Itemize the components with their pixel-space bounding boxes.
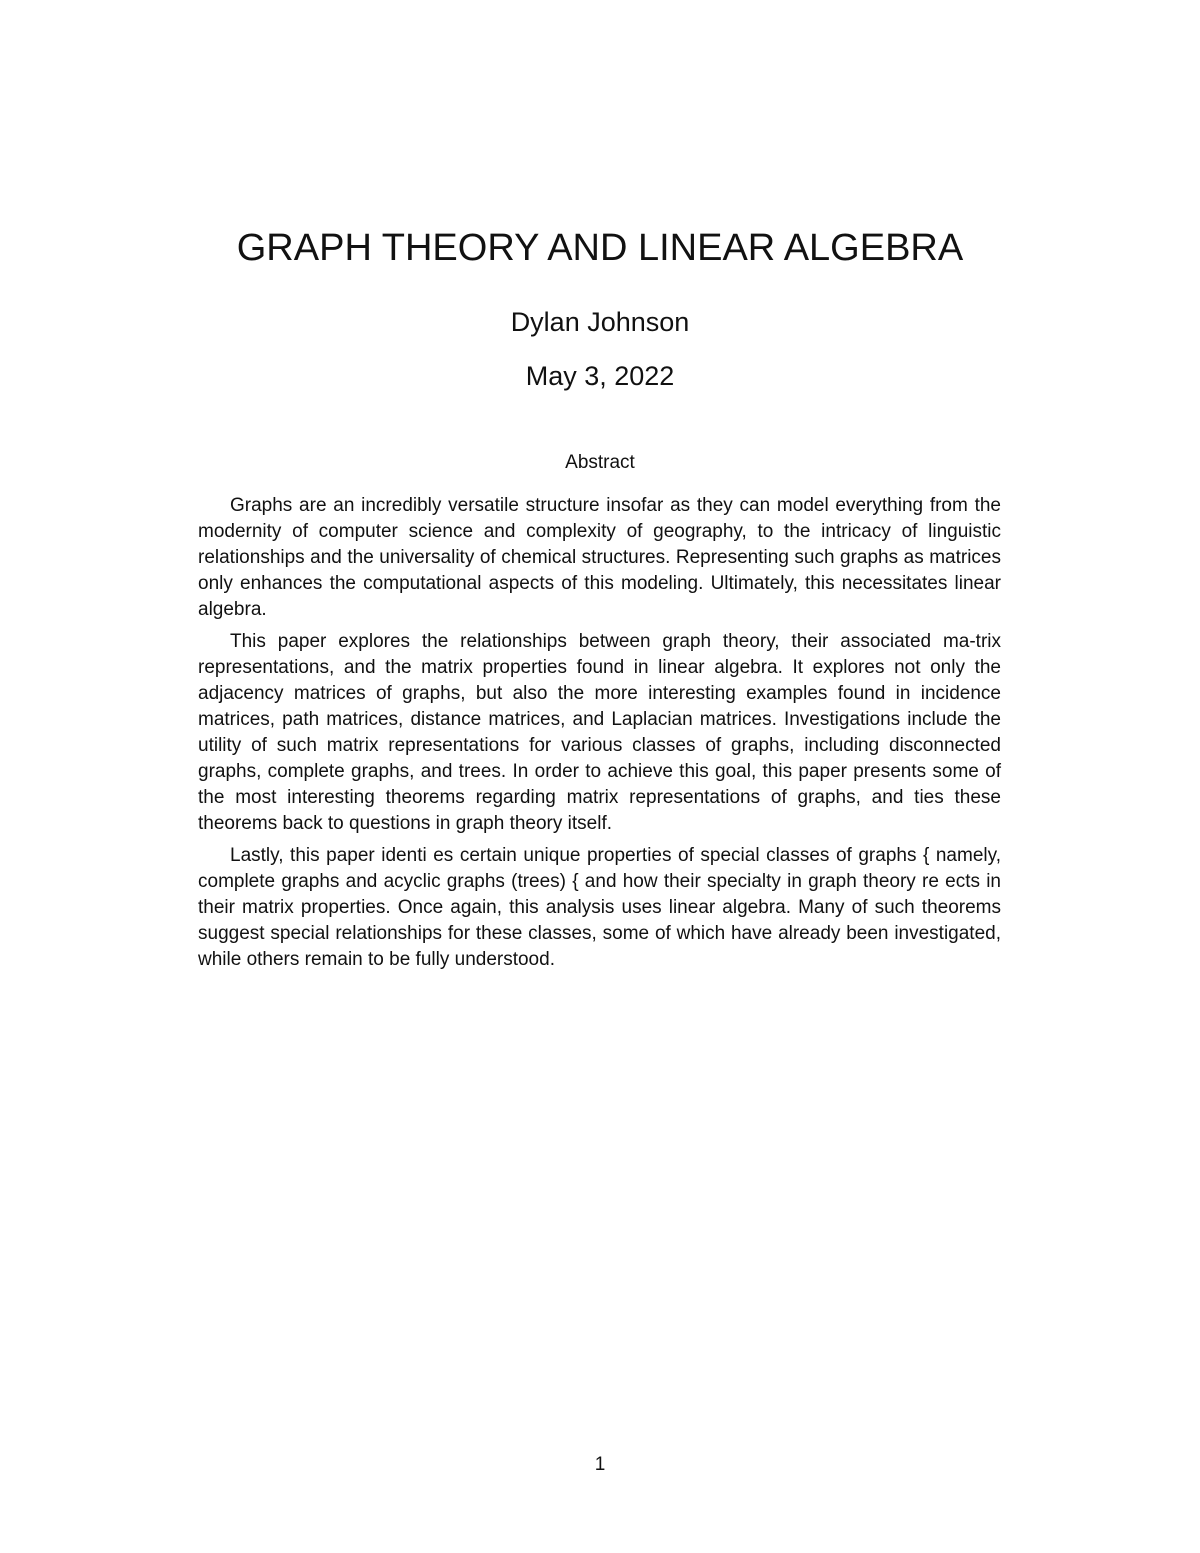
abstract-paragraph-3: Lastly, this paper identi es certain unique properties of special classes of graphs { namely, complete graphs and acyclic graphs (trees) { and how their specialty in graph theory re ects in their matrix properties. Once again, this analysis uses linear algebra. Many of such theorems suggest special relationships for these classes, some of which have already been investigated, while others remain to be fully understood. (198, 845, 1001, 970)
abstract-paragraph-2: This paper explores the relationships between graph theory, their associated ma-trix representations, and the matrix properties found in linear algebra. It explores not only the adjacency matrices of graphs, but also the more interesting examples found in incidence matrices, path matrices, distance matrices, and Laplacian matrices. Investigations include the utility of such matrix representations for various classes of graphs, including disconnected graphs, complete graphs, and trees. In order to achieve this goal, this paper presents some of the most interesting theorems regarding matrix representations of graphs, and ties these theorems back to questions in graph theory itself. (198, 631, 1001, 834)
author-name: Dylan Johnson (510, 307, 690, 337)
abstract-heading: Abstract (565, 452, 635, 473)
publication-date: May 3, 2022 (525, 361, 675, 391)
page-number: 1 (594, 1454, 606, 1475)
abstract-paragraph-1: Graphs are an incredibly versatile structure insofar as they can model everything from the modernity of computer science and complexity of geography, to the intricacy of linguistic relationships and the universality of chemical structures. Representing such graphs as matrices only enhances the computational aspects of this modeling. Ultimately, this necessitates linear algebra. (198, 495, 1001, 620)
paper-title: GRAPH THEORY AND LINEAR ALGEBRA (236, 227, 964, 269)
abstract-body (198, 493, 1001, 979)
